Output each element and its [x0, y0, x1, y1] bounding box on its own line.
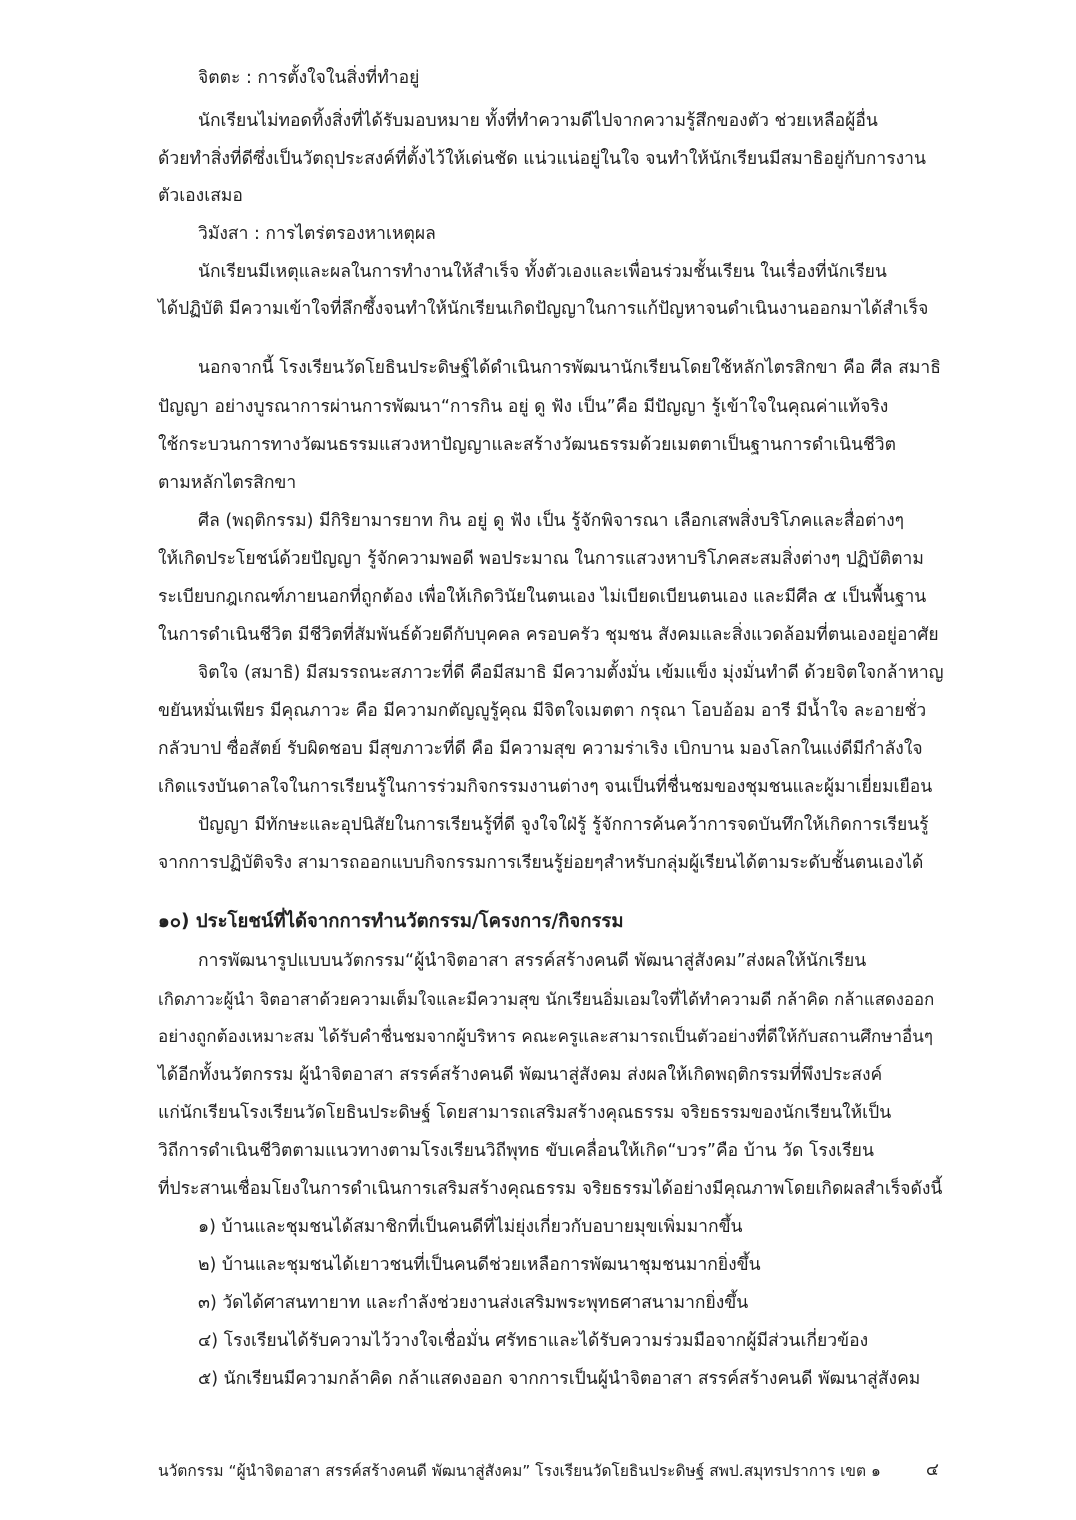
paragraph-line: อย่างถูกต้องเหมาะสม ได้รับคำชื่นชมจากผู้บริหาร คณะครูและสามารถเป็นตัวอย่างที่ดีให้กับสถานศึกษาอื่นๆ	[158, 1027, 934, 1047]
page-footer: นวัตกรรม “ผู้นำจิตอาสา สรรค์สร้างคนดี พัฒนาสู่สังคม” โรงเรียนวัดโยธินประดิษฐ์ สพป.สมุทรปราการ เขต ๑	[158, 1462, 881, 1480]
paragraph-line: วิถีการดำเนินชีวิตตามแนวทางตามโรงเรียนวิถีพุทธ ขับเคลื่อนให้เกิด“บวร”คือ บ้าน วัด โรงเรียน	[158, 1141, 874, 1161]
paragraph-line: ตัวเองเสมอ	[158, 186, 243, 206]
paragraph-line: จิตใจ (สมาธิ) มีสมรรถนะสภาวะที่ดี คือมีสมาธิ มีความตั้งมั่น เข้มแข็ง มุ่งมั่นทำดี ด้วยจิตใจกล้าหาญ	[198, 663, 944, 683]
paragraph-line: ใช้กระบวนการทางวัฒนธรรมแสวงหาปัญญาและสร้างวัฒนธรรมด้วยเมตตาเป็นฐานการดำเนินชีวิต	[158, 435, 896, 455]
paragraph-line: กลัวบาป ซื่อสัตย์ รับผิดชอบ มีสุขภาวะที่ดี คือ มีความสุข ความร่าเริง เบิกบาน มองโลกในแง่ดีมีกำลังใจ	[158, 739, 923, 759]
paragraph-line: การพัฒนารูปแบบนวัตกรรม“ผู้นำจิตอาสา สรรค์สร้างคนดี พัฒนาสู่สังคม”ส่งผลให้นักเรียน	[198, 951, 867, 971]
paragraph-line: ในการดำเนินชีวิต มีชีวิตที่สัมพันธ์ด้วยดีกับบุคคล ครอบครัว ชุมชน สังคมและสิ่งแวดล้อมที่ตนเองอยู่อาศัย	[158, 625, 939, 645]
paragraph-line: ด้วยทำสิ่งที่ดีซึ่งเป็นวัตถุประสงค์ที่ตั้งไว้ให้เด่นชัด แน่วแน่อยู่ในใจ จนทำให้นักเรียนมีสมาธิอยู่กับการงาน	[158, 149, 926, 169]
list-item: ๑) บ้านและชุมชนได้สมาชิกที่เป็นคนดีที่ไม่ยุ่งเกี่ยวกับอบายมุขเพิ่มมากขึ้น	[198, 1217, 743, 1237]
wimangsa-title: วิมังสา : การไตร่ตรองหาเหตุผล	[198, 224, 436, 244]
paragraph-line: ได้อีกทั้งนวัตกรรม ผู้นำจิตอาสา สรรค์สร้างคนดี พัฒนาสู่สังคม ส่งผลให้เกิดพฤติกรรมที่พึงประสงค์	[158, 1065, 883, 1085]
jittata-title: จิตตะ : การตั้งใจในสิ่งที่ทำอยู่	[198, 68, 420, 88]
paragraph-line: เกิดแรงบันดาลใจในการเรียนรู้ในการร่วมกิจกรรมงานต่างๆ จนเป็นที่ชื่นชมของชุมชนและผู้มาเยี่ยมเยือน	[158, 777, 933, 797]
paragraph-line: นักเรียนไม่ทอดทิ้งสิ่งที่ได้รับมอบหมาย ทั้งที่ทำความดีไปจากความรู้สึกของตัว ช่วยเหลือผู้อื่น	[198, 111, 878, 131]
paragraph-line: นักเรียนมีเหตุและผลในการทำงานให้สำเร็จ ทั้งตัวเองและเพื่อนร่วมชั้นเรียน ในเรื่องที่นักเรียน	[198, 262, 887, 282]
paragraph-line: เกิดภาวะผู้นำ จิตอาสาด้วยความเต็มใจและมีความสุข นักเรียนอิ่มเอมใจที่ได้ทำความดี กล้าคิด กล้าแสดงออก	[158, 989, 935, 1009]
page-number: ๔	[926, 1460, 939, 1480]
paragraph-line: ได้ปฏิบัติ มีความเข้าใจที่ลึกซึ้งจนทำให้นักเรียนเกิดปัญญาในการแก้ปัญหาจนดำเนินงานออกมาได้สำเร็จ	[158, 299, 929, 319]
list-item: ๔) โรงเรียนได้รับความไว้วางใจเชื่อมั่น ศรัทธาและได้รับความร่วมมือจากผู้มีส่วนเกี่ยวข้อง	[198, 1331, 869, 1351]
paragraph-line: นอกจากนี้ โรงเรียนวัดโยธินประดิษฐ์ได้ดำเนินการพัฒนานักเรียนโดยใช้หลักไตรสิกขา คือ ศีล สมาธิ	[198, 358, 941, 378]
list-item: ๕) นักเรียนมีความกล้าคิด กล้าแสดงออก จากการเป็นผู้นำจิตอาสา สรรค์สร้างคนดี พัฒนาสู่สังคม	[198, 1369, 921, 1389]
paragraph-line: ตามหลักไตรสิกขา	[158, 473, 297, 493]
list-item: ๒) บ้านและชุมชนได้เยาวชนที่เป็นคนดีช่วยเหลือการพัฒนาชุมชนมากยิ่งขึ้น	[198, 1255, 761, 1275]
paragraph-line: ที่ประสานเชื่อมโยงในการดำเนินการเสริมสร้างคุณธรรม จริยธรรมได้อย่างมีคุณภาพโดยเกิดผลสำเร็จดังนี้	[158, 1179, 943, 1199]
paragraph-line: แก่นักเรียนโรงเรียนวัดโยธินประดิษฐ์ โดยสามารถเสริมสร้างคุณธรรม จริยธรรมของนักเรียนให้เป็น	[158, 1103, 892, 1123]
paragraph-line: ระเบียบกฎเกณฑ์ภายนอกที่ถูกต้อง เพื่อให้เกิดวินัยในตนเอง ไม่เบียดเบียนตนเอง และมีศีล ๕ เป็นพื้นฐาน	[158, 587, 927, 607]
paragraph-line: ให้เกิดประโยชน์ด้วยปัญญา รู้จักความพอดี พอประมาณ ในการแสวงหาบริโภคสะสมสิ่งต่างๆ ปฏิบัติตาม	[158, 549, 924, 569]
paragraph-line: จากการปฏิบัติจริง สามารถออกแบบกิจกรรมการเรียนรู้ย่อยๆสำหรับกลุ่มผู้เรียนได้ตามระดับชั้นตนเองได้	[158, 853, 924, 873]
paragraph-line: ขยันหมั่นเพียร มีคุณภาวะ คือ มีความกตัญญูรู้คุณ มีจิตใจเมตตา กรุณา โอบอ้อม อารี มีน้ำใจ ละอายชั่ว	[158, 701, 927, 721]
paragraph-line: ศีล (พฤติกรรม) มีกิริยามารยาท กิน อยู่ ดู ฟัง เป็น รู้จักพิจารณา เลือกเสพสิ่งบริโภคและสื่อต่างๆ	[198, 511, 905, 531]
paragraph-line: ปัญญา มีทักษะและอุปนิสัยในการเรียนรู้ที่ดี จูงใจใฝ่รู้ รู้จักการค้นคว้าการจดบันทึกให้เกิดการเรียนรู้	[198, 815, 929, 835]
paragraph-line: ปัญญา อย่างบูรณาการผ่านการพัฒนา“การกิน อยู่ ดู ฟัง เป็น”คือ มีปัญญา รู้เข้าใจในคุณค่าแท้จริง	[158, 397, 889, 417]
list-item: ๓) วัดได้ศาสนทายาท และกำลังช่วยงานส่งเสริมพระพุทธศาสนามากยิ่งขึ้น	[198, 1293, 749, 1313]
section-heading: ๑๐) ประโยชน์ที่ได้จากการทำนวัตกรรม/โครงการ/กิจกรรม	[158, 911, 624, 932]
